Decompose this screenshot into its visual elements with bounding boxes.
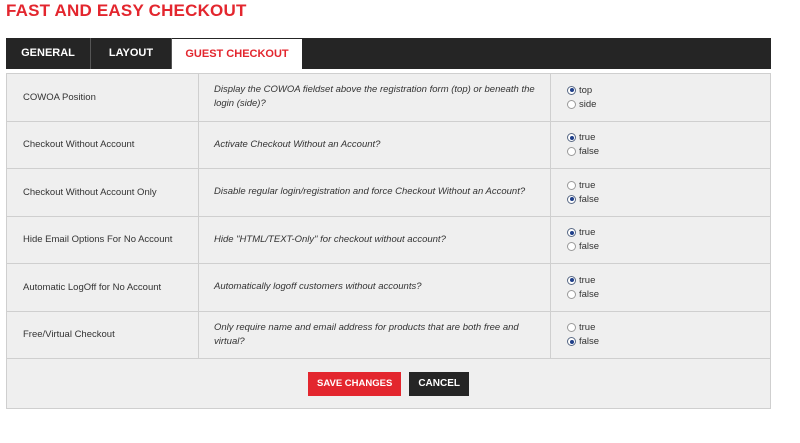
action-row [7, 359, 771, 409]
setting-description: Automatically logoff customers without accounts? [199, 264, 551, 312]
radio-unchecked-icon[interactable] [567, 323, 576, 332]
radio-option[interactable] [567, 226, 770, 240]
radio-label: true [579, 227, 596, 239]
setting-name: Checkout Without Account Only [7, 169, 199, 217]
setting-row [7, 121, 771, 169]
radio-option[interactable] [567, 192, 770, 206]
radio-option[interactable] [567, 178, 770, 192]
setting-options [551, 311, 771, 359]
page-title: FAST AND EASY CHECKOUT [6, 1, 247, 20]
radio-option[interactable] [567, 240, 770, 254]
radio-checked-icon[interactable] [567, 228, 576, 237]
setting-options [551, 121, 771, 169]
radio-label: top [579, 84, 593, 96]
setting-row [7, 311, 771, 359]
setting-name: COWOA Position [7, 74, 199, 122]
setting-description: Disable regular login/registration and force Checkout Without an Account? [199, 169, 551, 217]
radio-option[interactable] [567, 335, 770, 349]
radio-label: true [579, 322, 596, 334]
setting-description: Hide "HTML/TEXT-Only" for checkout without account? [199, 216, 551, 264]
radio-checked-icon[interactable] [567, 86, 576, 95]
radio-unchecked-icon[interactable] [567, 181, 576, 190]
radio-option[interactable] [567, 131, 770, 145]
setting-options [551, 74, 771, 122]
setting-row [7, 169, 771, 217]
radio-checked-icon[interactable] [567, 337, 576, 346]
radio-unchecked-icon[interactable] [567, 100, 576, 109]
radio-label: false [579, 241, 600, 253]
setting-name: Automatic LogOff for No Account [7, 264, 199, 312]
radio-option[interactable] [567, 273, 770, 287]
radio-label: false [579, 336, 600, 348]
setting-row [7, 216, 771, 264]
settings-table [6, 73, 771, 409]
radio-checked-icon[interactable] [567, 133, 576, 142]
setting-row [7, 264, 771, 312]
save-changes-button[interactable]: SAVE CHANGES [308, 372, 401, 396]
radio-label: side [579, 98, 597, 110]
tab-guest-checkout[interactable]: GUEST CHECKOUT [172, 38, 302, 69]
setting-name: Checkout Without Account [7, 121, 199, 169]
radio-unchecked-icon[interactable] [567, 242, 576, 251]
cancel-button[interactable]: CANCEL [409, 372, 469, 396]
setting-options [551, 264, 771, 312]
setting-description: Activate Checkout Without an Account? [199, 121, 551, 169]
radio-unchecked-icon[interactable] [567, 290, 576, 299]
setting-name: Free/Virtual Checkout [7, 311, 199, 359]
radio-option[interactable] [567, 321, 770, 335]
tab-layout[interactable]: LAYOUT [91, 38, 172, 69]
radio-option[interactable] [567, 97, 770, 111]
radio-label: false [579, 146, 600, 158]
radio-label: false [579, 193, 600, 205]
radio-label: true [579, 132, 596, 144]
setting-row [7, 74, 771, 122]
tab-general[interactable]: GENERAL [6, 38, 91, 69]
radio-option[interactable] [567, 287, 770, 301]
radio-label: true [579, 179, 596, 191]
setting-description: Only require name and email address for products that are both free and virtual? [199, 311, 551, 359]
radio-option[interactable] [567, 145, 770, 159]
action-cell [7, 359, 771, 409]
radio-label: false [579, 288, 600, 300]
setting-options [551, 216, 771, 264]
setting-options [551, 169, 771, 217]
radio-label: true [579, 274, 596, 286]
setting-name: Hide Email Options For No Account [7, 216, 199, 264]
radio-option[interactable] [567, 83, 770, 97]
radio-checked-icon[interactable] [567, 276, 576, 285]
radio-checked-icon[interactable] [567, 195, 576, 204]
radio-unchecked-icon[interactable] [567, 147, 576, 156]
tab-bar [6, 38, 771, 69]
setting-description: Display the COWOA fieldset above the registration form (top) or beneath the login (side)? [199, 74, 551, 122]
